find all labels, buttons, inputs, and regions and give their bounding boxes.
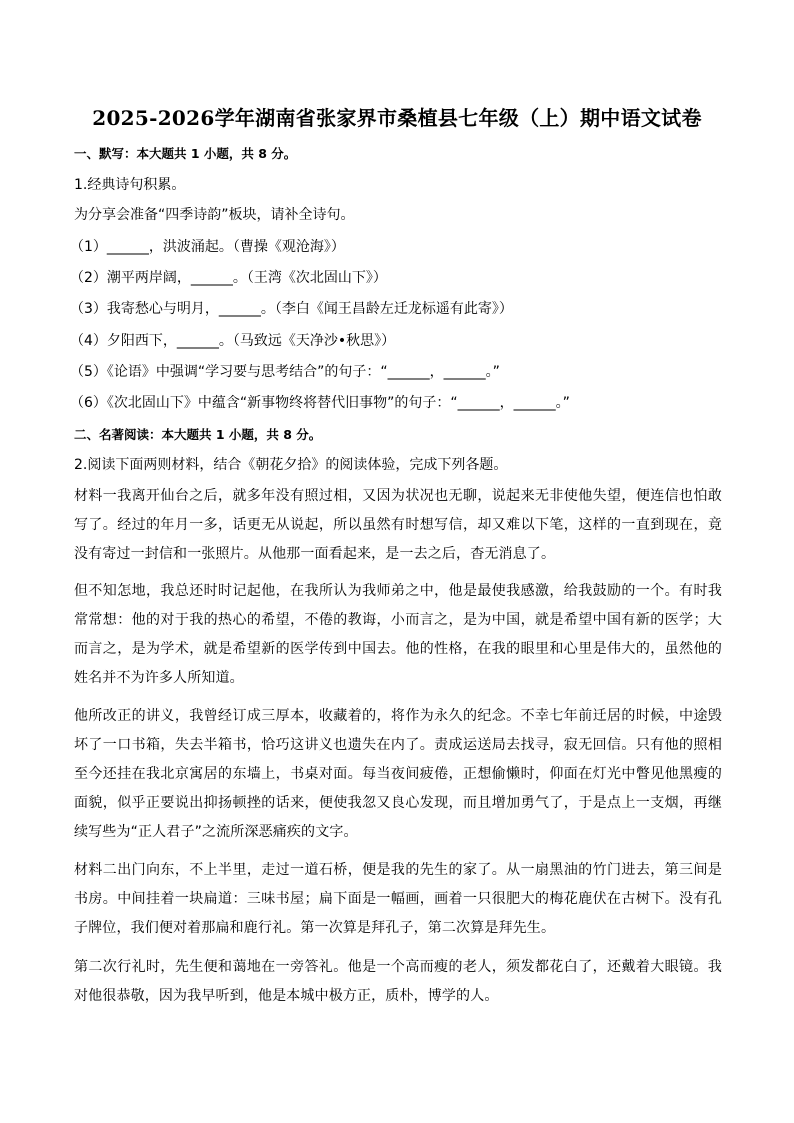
poem-blank-item-6: （6）《次北固山下》中蕴含“新事物终将替代旧事物”的句子：“______，______。” — [70, 395, 570, 411]
material-1-paragraph-1: 材料一我离开仙台之后，就多年没有照过相，又因为状况也无聊，说起来无非使他失望，便连信也怕敢写了。经过的年月一多，话更无从说起，所以虽然有时想写信，却又难以下笔，这样的一直到现在，竟没有寄过一封信和一张照片。从他那一面看起来，是一去之后，杳无消息了。 — [74, 488, 722, 563]
material-1-paragraph-3: 他所改正的讲义，我曾经订成三厚本，收藏着的，将作为永久的纪念。不幸七年前迁居的时候，中途毁坏了一口书箱，失去半箱书，恰巧这讲义也遗失在内了。责成运送局去找寻，寂无回信。只有他的照相至今还挂在我北京寓居的东墙上，书桌对面。每当夜间疲倦，正想偷懒时，仰面在灯光中瞥见他黑瘦的面貌，似乎正要说出抑扬顿挫的话来，便使我忽又良心发现，而且增加勇气了，于是点上一支烟，再继续写些为“正人君子”之流所深恶痛疾的文字。 — [74, 708, 722, 841]
poem-blank-item-4: （4）夕阳西下，______。（马致远《天净沙•秋思》） — [70, 333, 396, 349]
question-1-intro: 1.经典诗句积累。 — [74, 177, 186, 193]
material-2-paragraph-2: 第二次行礼时，先生便和蔼地在一旁答礼。他是一个高而瘦的老人，须发都花白了，还戴着大眼镜。我对他很恭敬，因为我早听到，他是本城中极方正，质朴，博学的人。 — [74, 959, 722, 1005]
poem-blank-item-3: （3）我寄愁心与明月，______。（李白《闻王昌龄左迁龙标遥有此寄》） — [70, 301, 513, 317]
exam-title: 2025-2026学年湖南省张家界市桑植县七年级（上）期中语文试卷 — [92, 106, 702, 130]
question-2-intro: 2.阅读下面两则材料，结合《朝花夕拾》的阅读体验，完成下列各题。 — [74, 457, 508, 473]
section-heading-dictation: 一、默写：本大题共 1 小题，共 8 分。 — [74, 146, 297, 161]
poem-blank-item-1: （1）______，洪波涌起。（曹操《观沧海》） — [70, 239, 345, 255]
section-heading-classics: 二、名著阅读：本大题共 1 小题，共 8 分。 — [74, 427, 322, 442]
material-1-paragraph-2: 但不知怎地，我总还时时记起他，在我所认为我师弟之中，他是最使我感激，给我鼓励的一个。有时我常常想：他的对于我的热心的希望，不倦的教诲，小而言之，是为中国，就是希望中国有新的医学；大而言之，是为学术，就是希望新的医学传到中国去。他的性格，在我的眼里和心里是伟大的，虽然他的姓名并不为许多人所知道。 — [74, 583, 722, 687]
poem-blank-item-2: （2）潮平两岸阔，______。（王湾《次北固山下》） — [70, 270, 387, 286]
question-1-prompt: 为分享会准备“四季诗韵”板块，请补全诗句。 — [74, 207, 355, 223]
poem-blank-item-5: （5）《论语》中强调“学习要与思考结合”的句子：“______，______。” — [70, 364, 500, 380]
material-2-paragraph-1: 材料二出门向东，不上半里，走过一道石桥，便是我的先生的家了。从一扇黑油的竹门进去，第三间是书房。中间挂着一块扁道：三味书屋；扁下面是一幅画，画着一只很肥大的梅花鹿伏在古树下。没有孔子牌位，我们便对着那扁和鹿行礼。第一次算是拜孔子，第二次算是拜先生。 — [74, 862, 722, 937]
